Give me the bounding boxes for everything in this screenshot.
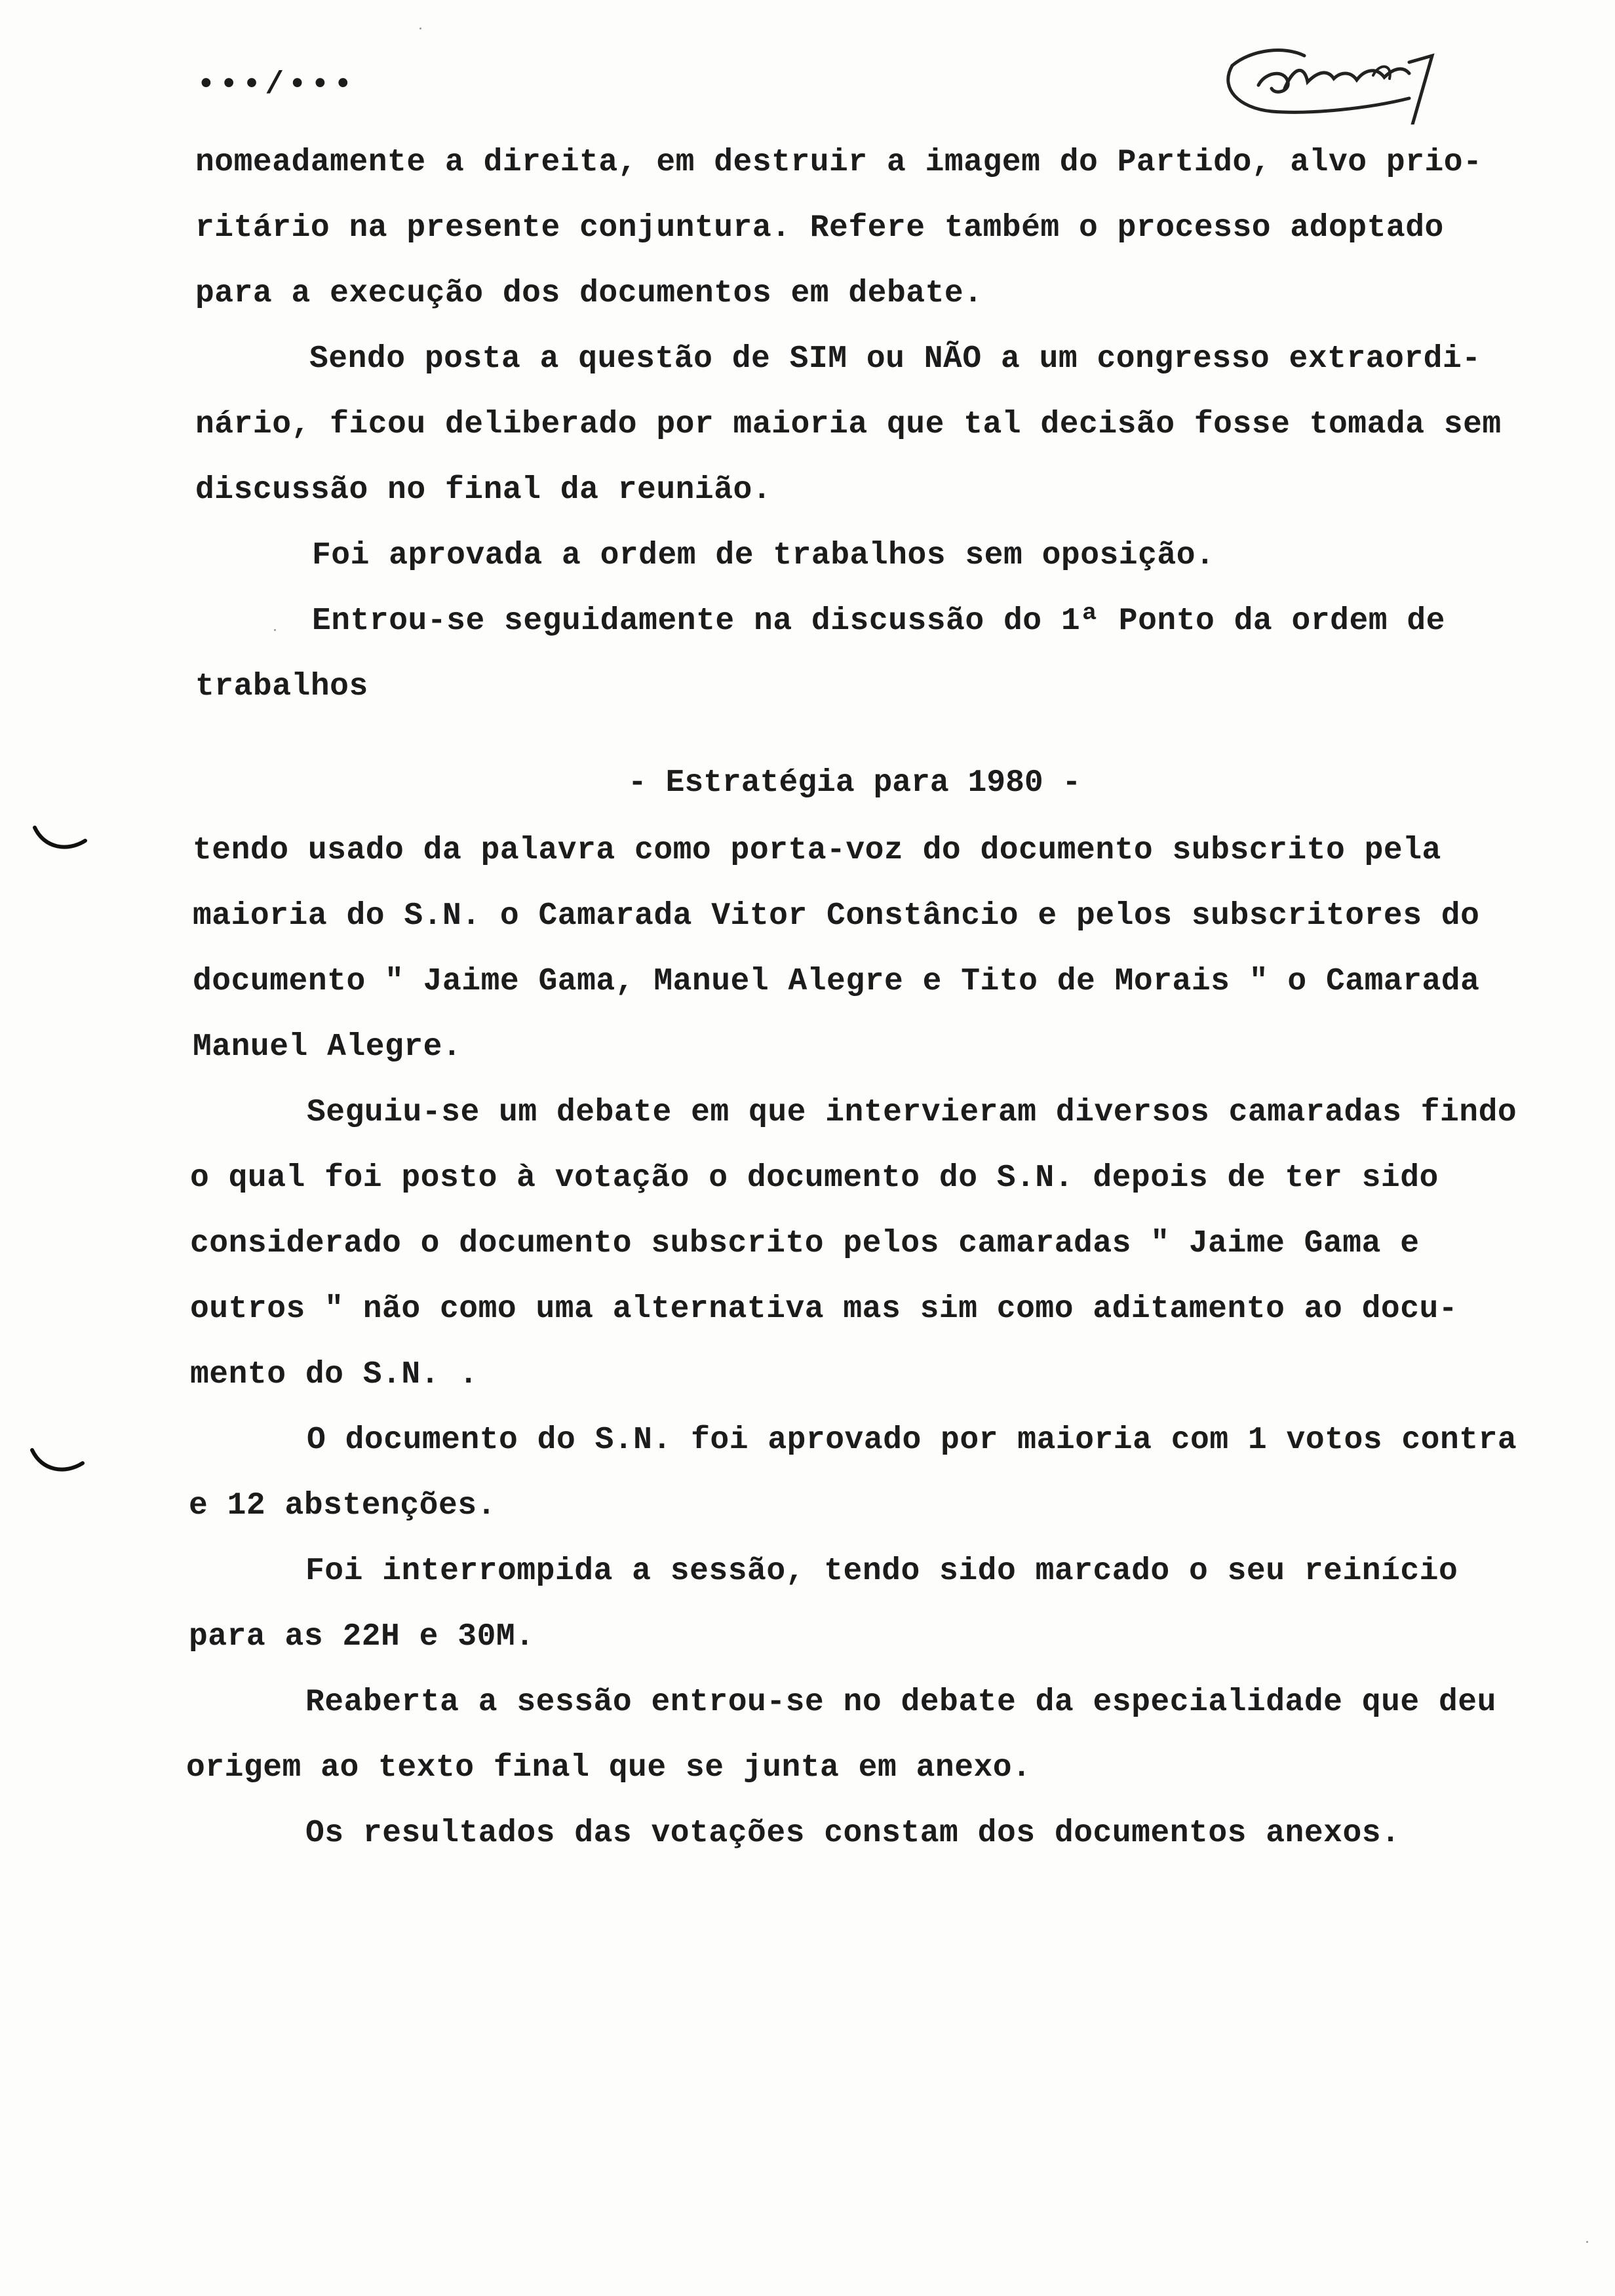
text-line: tendo usado da palavra como porta-voz do documento subscrito pela — [193, 833, 1441, 868]
text-line: Seguiu-se um debate em que intervieram diversos camaradas findo — [307, 1095, 1517, 1130]
text-line: O documento do S.N. foi aprovado por maioria com 1 votos contra — [307, 1423, 1517, 1458]
text-line: mento do S.N. . — [190, 1357, 478, 1392]
paper-speck — [419, 28, 421, 29]
text-line: para a execução dos documentos em debate. — [195, 276, 983, 311]
text-line: e 12 abstenções. — [189, 1488, 496, 1523]
text-line: nário, ficou deliberado por maioria que tal decisão fosse tomada sem — [195, 407, 1502, 442]
continuation-mark: •••/••• — [197, 67, 357, 103]
text-line: considerado o documento subscrito pelos camaradas " Jaime Gama e — [190, 1226, 1420, 1261]
text-line: origem ao texto final que se junta em anexo. — [186, 1750, 1032, 1786]
section-heading: - Estratégia para 1980 - — [628, 765, 1081, 801]
text-line: documento " Jaime Gama, Manuel Alegre e Tito de Morais " o Camarada — [193, 964, 1480, 999]
text-line: ritário na presente conjuntura. Refere também o processo adoptado — [195, 210, 1444, 246]
hole-punch-mark — [29, 1445, 88, 1478]
text-line: maioria do S.N. o Camarada Vitor Constâncio e pelos subscritores do — [193, 898, 1480, 934]
signature-image — [1213, 26, 1462, 124]
text-line: outros " não como uma alternativa mas sim como aditamento ao docu- — [190, 1292, 1458, 1327]
hole-punch-mark — [31, 822, 90, 855]
text-line: Foi interrompida a sessão, tendo sido marcado o seu reinício — [305, 1554, 1458, 1589]
text-line: Entrou-se seguidamente na discussão do 1ª Ponto da ordem de — [312, 603, 1445, 639]
text-line: o qual foi posto à votação o documento do S.N. depois de ter sido — [190, 1160, 1439, 1196]
text-line: discussão no final da reunião. — [195, 472, 772, 508]
text-line: Manuel Alegre. — [193, 1029, 462, 1065]
paper-speck — [274, 629, 276, 631]
text-line: Reaberta a sessão entrou-se no debate da especialidade que deu — [305, 1685, 1496, 1720]
text-line: Os resultados das votações constam dos documentos anexos. — [305, 1816, 1401, 1851]
text-line: para as 22H e 30M. — [189, 1619, 535, 1655]
text-line: Foi aprovada a ordem de trabalhos sem oposição. — [312, 538, 1215, 573]
text-line: trabalhos — [195, 669, 368, 704]
text-line: Sendo posta a questão de SIM ou NÃO a um congresso extraordi- — [309, 341, 1481, 377]
paper-speck — [1586, 2241, 1588, 2243]
text-line: nomeadamente a direita, em destruir a imagem do Partido, alvo prio- — [195, 145, 1483, 180]
